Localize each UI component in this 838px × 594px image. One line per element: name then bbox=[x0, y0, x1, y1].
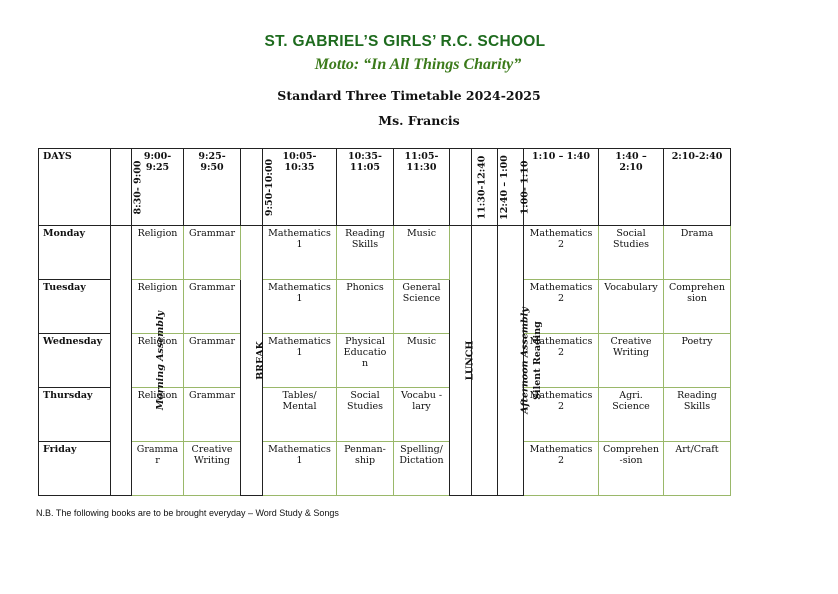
lesson-cell: Vocabu - lary bbox=[394, 388, 450, 442]
lesson-cell: Reading Skills bbox=[337, 226, 394, 280]
day-label: Monday bbox=[39, 226, 111, 280]
afternoon-assembly-cell bbox=[472, 226, 531, 496]
school-motto: Motto: “In All Things Charity” bbox=[314, 56, 522, 73]
lesson-cell: Religion bbox=[132, 280, 184, 334]
lesson-cell: Mathematics 2 bbox=[524, 280, 599, 334]
timetable bbox=[38, 148, 731, 496]
silent-time-label: 1:00- 1:10 bbox=[519, 160, 531, 214]
lesson-cell: Phonics bbox=[337, 280, 394, 334]
lesson-cell: Creative Writing bbox=[599, 334, 664, 388]
lesson-cell: Reading Skills bbox=[664, 388, 731, 442]
day-label: Friday bbox=[39, 442, 111, 496]
lunch-time-header bbox=[450, 149, 488, 226]
afternoon-assembly-label: Afternoon Assembly bbox=[519, 307, 531, 414]
period-7-header: 1:40 – 2:10 bbox=[599, 149, 664, 226]
school-name: ST. GABRIEL’S GIRLS’ R.C. SCHOOL bbox=[264, 33, 546, 50]
lesson-cell: Creative Writing bbox=[184, 442, 241, 496]
table-row bbox=[39, 442, 731, 496]
morning-assembly-label: Morning Assembly bbox=[155, 310, 167, 411]
lunch-cell bbox=[450, 226, 476, 496]
table-row bbox=[39, 334, 731, 388]
lesson-cell: Spelling/ Dictation bbox=[394, 442, 450, 496]
day-label: Tuesday bbox=[39, 280, 111, 334]
lesson-cell: Comprehen sion bbox=[664, 280, 731, 334]
lesson-cell: Grammar bbox=[184, 334, 241, 388]
lesson-cell: Drama bbox=[664, 226, 731, 280]
lesson-cell: Music bbox=[394, 334, 450, 388]
lesson-cell: Mathematics 2 bbox=[524, 388, 599, 442]
silent-reading-label: Silent Reading bbox=[531, 321, 543, 400]
lesson-cell: Grammar bbox=[184, 226, 241, 280]
lesson-cell: Agri. Science bbox=[599, 388, 664, 442]
period-3-header: 10:05- 10:35 bbox=[263, 149, 337, 226]
break-cell bbox=[241, 226, 266, 496]
lesson-cell: Grammar bbox=[184, 280, 241, 334]
lesson-cell: Music bbox=[394, 226, 450, 280]
lesson-cell: Art/Craft bbox=[664, 442, 731, 496]
header-row bbox=[39, 149, 731, 226]
period-2-header: 9:25- 9:50 bbox=[184, 149, 241, 226]
table-row bbox=[39, 388, 731, 442]
break-time-label: 9:50-10:00 bbox=[264, 158, 276, 216]
lesson-cell: Mathematics 2 bbox=[524, 226, 599, 280]
lesson-cell: Physical Educatio n bbox=[337, 334, 394, 388]
lunch-time-label: 11:30-12:40 bbox=[476, 155, 488, 219]
break-time-header bbox=[241, 149, 276, 226]
day-label: Thursday bbox=[39, 388, 111, 442]
teacher-name: Ms. Francis bbox=[378, 113, 460, 128]
lesson-cell: Poetry bbox=[664, 334, 731, 388]
assembly-time-header bbox=[111, 149, 144, 226]
lesson-cell: Vocabulary bbox=[599, 280, 664, 334]
lesson-cell: Mathematics 1 bbox=[263, 442, 337, 496]
lesson-cell: Comprehen -sion bbox=[599, 442, 664, 496]
lesson-cell: Religion bbox=[132, 388, 184, 442]
lesson-cell: Tables/ Mental bbox=[263, 388, 337, 442]
period-5-header: 11:05- 11:30 bbox=[394, 149, 450, 226]
period-8-header: 2:10-2:40 bbox=[664, 149, 731, 226]
lesson-cell: Religion bbox=[132, 334, 184, 388]
lesson-cell: Social Studies bbox=[599, 226, 664, 280]
period-1-header: 9:00- 9:25 bbox=[132, 149, 184, 226]
lesson-cell: Grammar bbox=[184, 388, 241, 442]
lesson-cell: Penman- ship bbox=[337, 442, 394, 496]
table-row bbox=[39, 280, 731, 334]
lesson-cell: Mathematics 2 bbox=[524, 442, 599, 496]
lesson-cell: Social Studies bbox=[337, 388, 394, 442]
period-4-header: 10:35- 11:05 bbox=[337, 149, 394, 226]
lesson-cell: Mathematics 2 bbox=[524, 334, 599, 388]
days-header: DAYS bbox=[39, 149, 111, 226]
lesson-cell: General Science bbox=[394, 280, 450, 334]
day-label: Wednesday bbox=[39, 334, 111, 388]
period-6-header: 1:10 – 1:40 bbox=[524, 149, 599, 226]
assembly-time-label: 8:30- 9:00 bbox=[132, 160, 144, 214]
lunch-label: LUNCH bbox=[464, 340, 476, 381]
afternoon-time-label: 12:40 – 1:00 bbox=[498, 154, 510, 220]
lesson-cell: Religion bbox=[132, 226, 184, 280]
lesson-cell: Mathematics 1 bbox=[263, 334, 337, 388]
lesson-cell: Gramma r bbox=[132, 442, 184, 496]
break-label: BREAK bbox=[254, 341, 266, 380]
books-note: N.B. The following books are to be brought everyday – Word Study & Songs bbox=[36, 508, 339, 518]
lesson-cell: Mathematics 1 bbox=[263, 280, 337, 334]
timetable-title: Standard Three Timetable 2024-2025 bbox=[277, 88, 541, 103]
table-row bbox=[39, 226, 731, 280]
lesson-cell: Mathematics 1 bbox=[263, 226, 337, 280]
